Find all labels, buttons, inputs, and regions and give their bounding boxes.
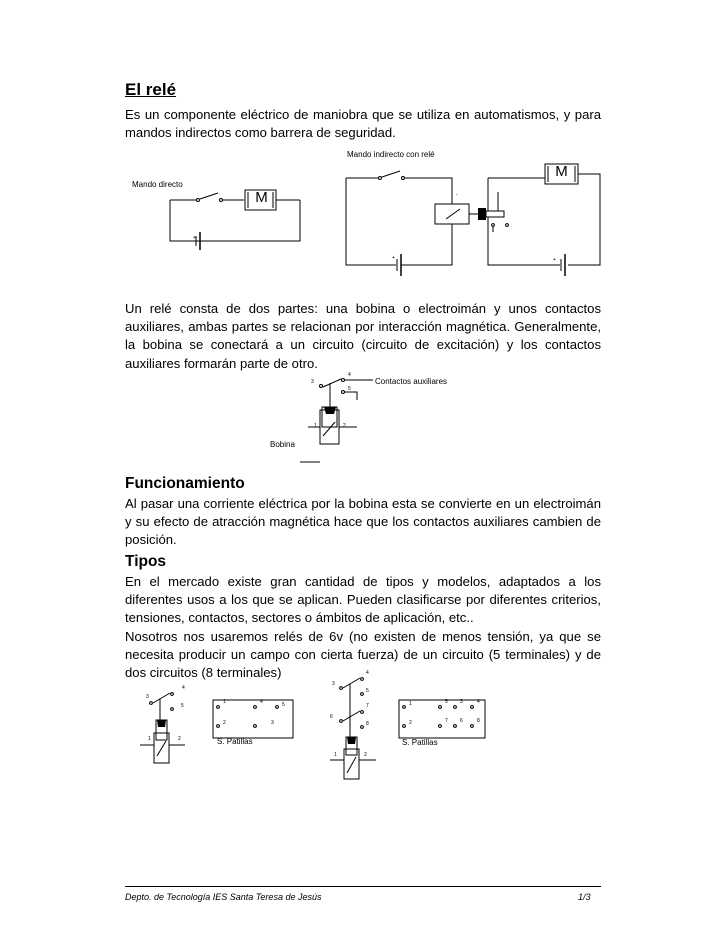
r5-pin-2: 2 [223,720,226,726]
terminal-2: 2 [343,423,346,429]
pins-label-8-terminal: S. Patillas [402,738,438,747]
r8-label-4: 4 [366,670,369,676]
r8-label-7: 7 [366,703,369,709]
terminal-3: 3 [311,379,314,385]
intro-paragraph: Es un componente eléctrico de maniobra que se utiliza en automatismos, y para mandos indirectos como barrera de seguridad. [125,107,601,141]
r8-pin-4: 4 [477,699,480,705]
coil-label: Bobina [270,440,295,449]
motor-symbol-indirect: M [555,163,568,180]
r5-label-1: 1 [148,736,151,742]
circuit-diagram-2 [0,370,728,470]
direct-switch [200,193,218,199]
r5-label-4: 4 [182,685,185,691]
terminal-1: 1 [314,423,317,429]
heading-tipos: Tipos [125,553,167,570]
r8-pin-8: 8 [477,718,480,724]
r8-pin-2: 2 [409,720,412,726]
r8-label-1: 1 [334,752,337,758]
r8-label-3: 3 [332,681,335,687]
terminal-5: 5 [348,386,351,392]
control-circuit-wire [346,178,396,265]
r8-pin-6: 6 [460,718,463,724]
terminal-4: 4 [348,372,351,378]
r5-pin-3: 3 [271,720,274,726]
heading-funcionamiento: Funcionamiento [125,475,245,492]
r5-pin-5: 5 [282,702,285,708]
relay5-pin-box [213,700,293,738]
footer-divider [125,886,601,887]
footer-page-number: 1/3 [578,892,591,902]
r8-pin-3: 3 [460,699,463,705]
footer-department: Depto. de Tecnología IES Santa Teresa de Jesús [125,892,322,902]
indirect-control-label: Mando indirecto con relé [347,150,435,159]
direct-circuit-wire [170,200,300,241]
r8-pin-5: 5 [445,699,448,705]
relay-description-paragraph: Un relé consta de dos partes: una bobina o electroimán y unos contactos auxiliares, ambas partes se relacionan por interacción magnética. Generalmente, la bobina se conectará a un circuito (circuito de excitación) y los contactos auxiliares formarán parte de otro. [125,301,601,371]
tipos-paragraph-1: En el mercado existe gran cantidad de tipos y modelos, adaptados a los diferentes usos a los que se aplican. Pueden clasificarse por diferentes criterios, tensiones, contactos, sectores o ámbitos de aplicación, etc.. [125,574,601,626]
r8-pin-1: 1 [409,701,412,707]
motor-symbol-direct: M [255,189,268,206]
direct-control-label: Mando directo [132,180,183,189]
tipos-paragraph-2: Nosotros nos usaremos relés de 6v (no existen de menos tensión, ya que se necesita producir un campo con cierta fuerza) de un circuito (5 terminales) y de dos circuitos (8 terminales) [125,629,601,681]
r8-label-2: 2 [364,752,367,758]
relay-armature [478,208,486,220]
r5-pin-1: 1 [223,699,226,705]
r8-label-6: 6 [330,714,333,720]
power-battery-plus: + [553,257,556,263]
contacts-label: Contactos auxiliares [375,377,448,386]
r5-label-5: 5 [181,703,184,709]
direct-battery-plus: + [193,235,196,241]
r8-label-5: 5 [366,688,369,694]
circuit-diagram-1 [0,0,728,300]
funcionamiento-paragraph: Al pasar una corriente eléctrica por la bobina esta se convierte en un electroimán y su efecto de atracción magnética hace que los contactos auxiliares cambien de posición. [125,496,601,548]
r5-label-2: 2 [178,736,181,742]
r8-pin-7: 7 [445,718,448,724]
relay-coil [435,204,469,224]
power-circuit-wire [488,178,560,265]
r5-label-3: 3 [146,694,149,700]
circuit-diagram-3 [0,665,728,795]
r5-pin-4: 4 [260,699,263,705]
coil-dash: - [456,192,458,198]
page-title: El relé [125,80,177,99]
control-switch [382,171,400,177]
control-battery-plus: + [392,255,395,261]
r8-label-8: 8 [366,721,369,727]
pins-label-5-terminal: S. Patillas [217,737,253,746]
